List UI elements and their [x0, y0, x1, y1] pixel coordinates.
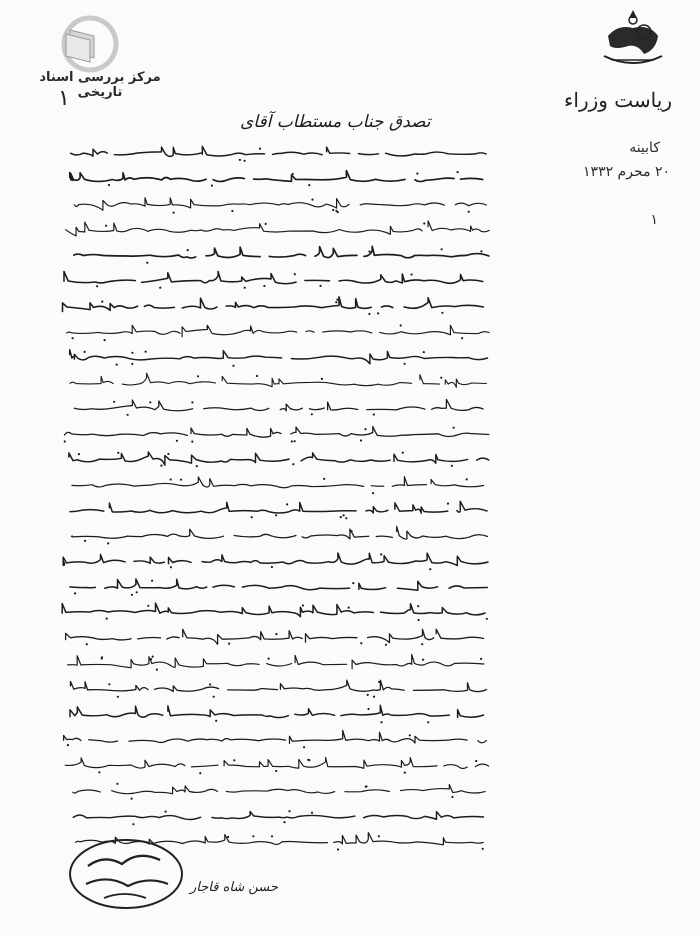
handwritten-line	[70, 579, 487, 590]
handwritten-dot	[209, 683, 211, 685]
handwritten-dot	[191, 441, 193, 443]
handwritten-dot	[480, 250, 482, 252]
handwritten-dot	[303, 746, 305, 748]
handwritten-dot	[268, 658, 270, 660]
handwritten-dot	[348, 607, 350, 609]
handwritten-dot	[78, 453, 80, 455]
handwritten-dot	[275, 514, 277, 516]
handwritten-body-text	[60, 140, 500, 880]
handwritten-dot	[113, 401, 115, 403]
handwritten-dot	[107, 542, 109, 544]
handwritten-dot	[165, 811, 167, 813]
handwritten-dot	[345, 517, 347, 519]
handwritten-dot	[233, 759, 235, 761]
handwritten-dot	[108, 683, 110, 685]
handwritten-dot	[191, 401, 193, 403]
handwritten-dot	[378, 835, 380, 837]
handwritten-dot	[84, 540, 86, 542]
handwritten-dot	[96, 285, 98, 287]
handwritten-dot	[423, 222, 425, 224]
handwritten-dot	[228, 643, 230, 645]
handwritten-dot	[286, 503, 288, 505]
handwritten-dot	[271, 835, 273, 837]
handwritten-dot	[368, 251, 370, 253]
handwritten-dot	[308, 184, 310, 186]
handwritten-dot	[421, 643, 423, 645]
handwritten-dot	[468, 211, 470, 213]
handwritten-dot	[441, 312, 443, 314]
handwritten-dot	[101, 301, 103, 303]
handwritten-line	[69, 452, 489, 465]
seal-stamp-icon	[64, 826, 194, 916]
lion-and-sun-emblem-icon	[598, 6, 668, 72]
handwritten-line	[70, 501, 487, 513]
handwritten-dot	[440, 377, 442, 379]
handwritten-dot	[151, 580, 153, 582]
handwritten-dot	[211, 185, 213, 187]
handwritten-dot	[147, 605, 149, 607]
handwritten-dot	[215, 720, 217, 722]
handwritten-dot	[335, 301, 337, 303]
handwritten-dot	[409, 734, 411, 736]
handwritten-dot	[373, 413, 375, 415]
handwritten-dot	[377, 312, 379, 314]
handwritten-dot	[231, 210, 233, 212]
handwritten-dot	[352, 582, 354, 584]
handwritten-line	[64, 427, 488, 438]
handwritten-dot	[402, 452, 404, 454]
handwritten-dot	[206, 326, 208, 328]
handwritten-dot	[283, 821, 285, 823]
handwritten-dot	[167, 453, 169, 455]
handwritten-dot	[263, 285, 265, 287]
handwritten-dot	[486, 618, 488, 620]
watermark-text: مرکز بررسی اسناد تاریخی	[39, 70, 161, 100]
handwritten-line	[68, 654, 484, 668]
handwritten-dot	[457, 171, 459, 173]
salutation-line: تصدق جناب مستطاب آقای	[240, 112, 431, 132]
handwritten-dot	[197, 375, 199, 377]
handwritten-line	[74, 198, 486, 211]
handwritten-dot	[213, 696, 215, 698]
handwritten-dot	[159, 287, 161, 289]
handwritten-dot	[131, 363, 133, 365]
handwritten-dot	[323, 478, 325, 480]
handwritten-dot	[64, 440, 66, 442]
handwritten-dot	[101, 656, 103, 658]
handwritten-dot	[373, 696, 375, 698]
handwritten-dot	[360, 642, 362, 644]
handwritten-dot	[380, 553, 382, 555]
handwritten-dot	[251, 516, 253, 518]
handwritten-dot	[116, 783, 118, 785]
handwritten-dot	[170, 478, 172, 480]
handwritten-dot	[466, 478, 468, 480]
page-mark: ۱	[58, 86, 70, 111]
handwritten-dot	[378, 681, 380, 683]
handwritten-line	[67, 325, 490, 337]
handwritten-line	[70, 705, 484, 717]
handwritten-dot	[482, 848, 484, 850]
handwritten-line	[63, 553, 488, 566]
handwritten-dot	[365, 785, 367, 787]
handwritten-dot	[453, 427, 455, 429]
handwritten-dot	[145, 351, 147, 353]
handwritten-dot	[117, 452, 119, 454]
handwritten-dot	[367, 694, 369, 696]
handwritten-dot	[275, 633, 277, 635]
handwritten-dot	[244, 287, 246, 289]
handwritten-dot	[252, 835, 254, 837]
handwritten-dot	[291, 440, 293, 442]
handwritten-dot	[351, 530, 353, 532]
handwritten-dot	[227, 836, 229, 838]
handwritten-dot	[292, 173, 294, 175]
handwritten-dot	[131, 798, 133, 800]
handwritten-dot	[311, 413, 313, 415]
handwritten-dot	[187, 249, 189, 251]
handwritten-line	[72, 477, 484, 488]
handwritten-dot	[400, 324, 402, 326]
handwritten-dot	[176, 440, 178, 442]
handwritten-dot	[302, 604, 304, 606]
handwritten-dot	[308, 759, 310, 761]
handwritten-dot	[160, 465, 162, 467]
handwritten-dot	[367, 708, 369, 710]
document-date: ۲۰ محرم ۱۳۳۲	[583, 164, 670, 180]
handwritten-line	[71, 680, 487, 691]
handwritten-dot	[294, 273, 296, 275]
handwritten-dot	[451, 796, 453, 798]
handwritten-dot	[146, 262, 148, 264]
handwritten-dot	[105, 225, 107, 227]
handwritten-dot	[447, 503, 449, 505]
handwritten-dot	[74, 592, 76, 594]
handwritten-line	[66, 221, 490, 236]
handwritten-dot	[132, 823, 134, 825]
handwritten-dot	[332, 209, 334, 211]
handwritten-dot	[98, 771, 100, 773]
handwritten-dot	[372, 492, 374, 494]
closing-signature-line: حسن شاه قاجار	[190, 880, 278, 895]
handwritten-line	[72, 527, 488, 540]
document-number: ۱	[650, 212, 658, 228]
handwritten-dot	[416, 172, 418, 174]
handwritten-dot	[84, 351, 86, 353]
handwritten-dot	[441, 248, 443, 250]
handwritten-line	[63, 297, 484, 312]
handwritten-dot	[418, 619, 420, 621]
handwritten-dot	[385, 644, 387, 646]
handwritten-dot	[429, 568, 431, 570]
handwritten-line	[64, 272, 483, 284]
handwritten-dot	[106, 618, 108, 620]
handwritten-dot	[108, 184, 110, 186]
handwritten-dot	[136, 591, 138, 593]
handwritten-dot	[86, 643, 88, 645]
handwritten-dot	[67, 744, 69, 746]
handwritten-dot	[343, 514, 345, 516]
handwritten-dot	[311, 812, 313, 814]
handwritten-dot	[275, 770, 277, 772]
handwritten-dot	[423, 351, 425, 353]
handwritten-line	[64, 730, 487, 743]
handwritten-dot	[404, 363, 406, 365]
handwritten-dot	[288, 810, 290, 812]
handwritten-dot	[404, 772, 406, 774]
handwritten-dot	[149, 401, 151, 403]
handwritten-dot	[265, 223, 267, 225]
handwritten-dot	[364, 428, 366, 430]
handwritten-line	[74, 246, 489, 258]
handwritten-dot	[368, 313, 370, 315]
ministry-heading: ریاست وزراء	[563, 88, 672, 112]
handwritten-dot	[422, 659, 424, 661]
handwritten-line	[74, 399, 483, 410]
handwritten-dot	[180, 479, 182, 481]
handwritten-line	[66, 629, 484, 644]
handwritten-dot	[337, 848, 339, 850]
handwritten-dot	[461, 337, 463, 339]
handwritten-dot	[321, 378, 323, 380]
handwritten-dot	[256, 375, 258, 377]
handwritten-line	[70, 171, 483, 182]
office-label: کابینه	[629, 140, 660, 156]
handwritten-dot	[380, 721, 382, 723]
handwritten-dot	[156, 669, 158, 671]
handwritten-dot	[360, 439, 362, 441]
handwritten-dot	[319, 285, 321, 287]
handwritten-dot	[411, 273, 413, 275]
handwritten-dot	[196, 465, 198, 467]
handwritten-dot	[417, 605, 419, 607]
handwritten-dot	[475, 760, 477, 762]
handwritten-dot	[336, 299, 338, 301]
handwritten-line	[73, 812, 483, 820]
handwritten-line	[65, 758, 488, 769]
handwritten-dot	[292, 463, 294, 465]
handwritten-dot	[451, 465, 453, 467]
handwritten-dot	[117, 696, 119, 698]
handwritten-dot	[239, 159, 241, 161]
handwritten-line	[71, 146, 486, 156]
handwritten-line	[73, 785, 485, 794]
handwritten-dot	[152, 656, 154, 658]
handwritten-dot	[131, 352, 133, 354]
handwritten-dot	[131, 594, 133, 596]
handwritten-dot	[104, 339, 106, 341]
handwritten-dot	[311, 199, 313, 201]
handwritten-dot	[72, 337, 74, 339]
handwritten-dot	[340, 516, 342, 518]
handwritten-dot	[116, 364, 118, 366]
handwritten-dot	[150, 658, 152, 660]
handwritten-dot	[259, 148, 261, 150]
handwritten-dot	[127, 414, 129, 416]
handwritten-line	[70, 373, 486, 387]
handwritten-dot	[427, 721, 429, 723]
handwritten-dot	[199, 772, 201, 774]
handwritten-dot	[244, 160, 246, 162]
handwritten-dot	[170, 566, 172, 568]
handwritten-dot	[337, 211, 339, 213]
handwritten-line	[62, 603, 485, 617]
handwritten-dot	[232, 365, 234, 367]
handwritten-dot	[271, 566, 273, 568]
handwritten-dot	[173, 212, 175, 214]
handwritten-dot	[480, 658, 482, 660]
handwritten-dot	[294, 440, 296, 442]
